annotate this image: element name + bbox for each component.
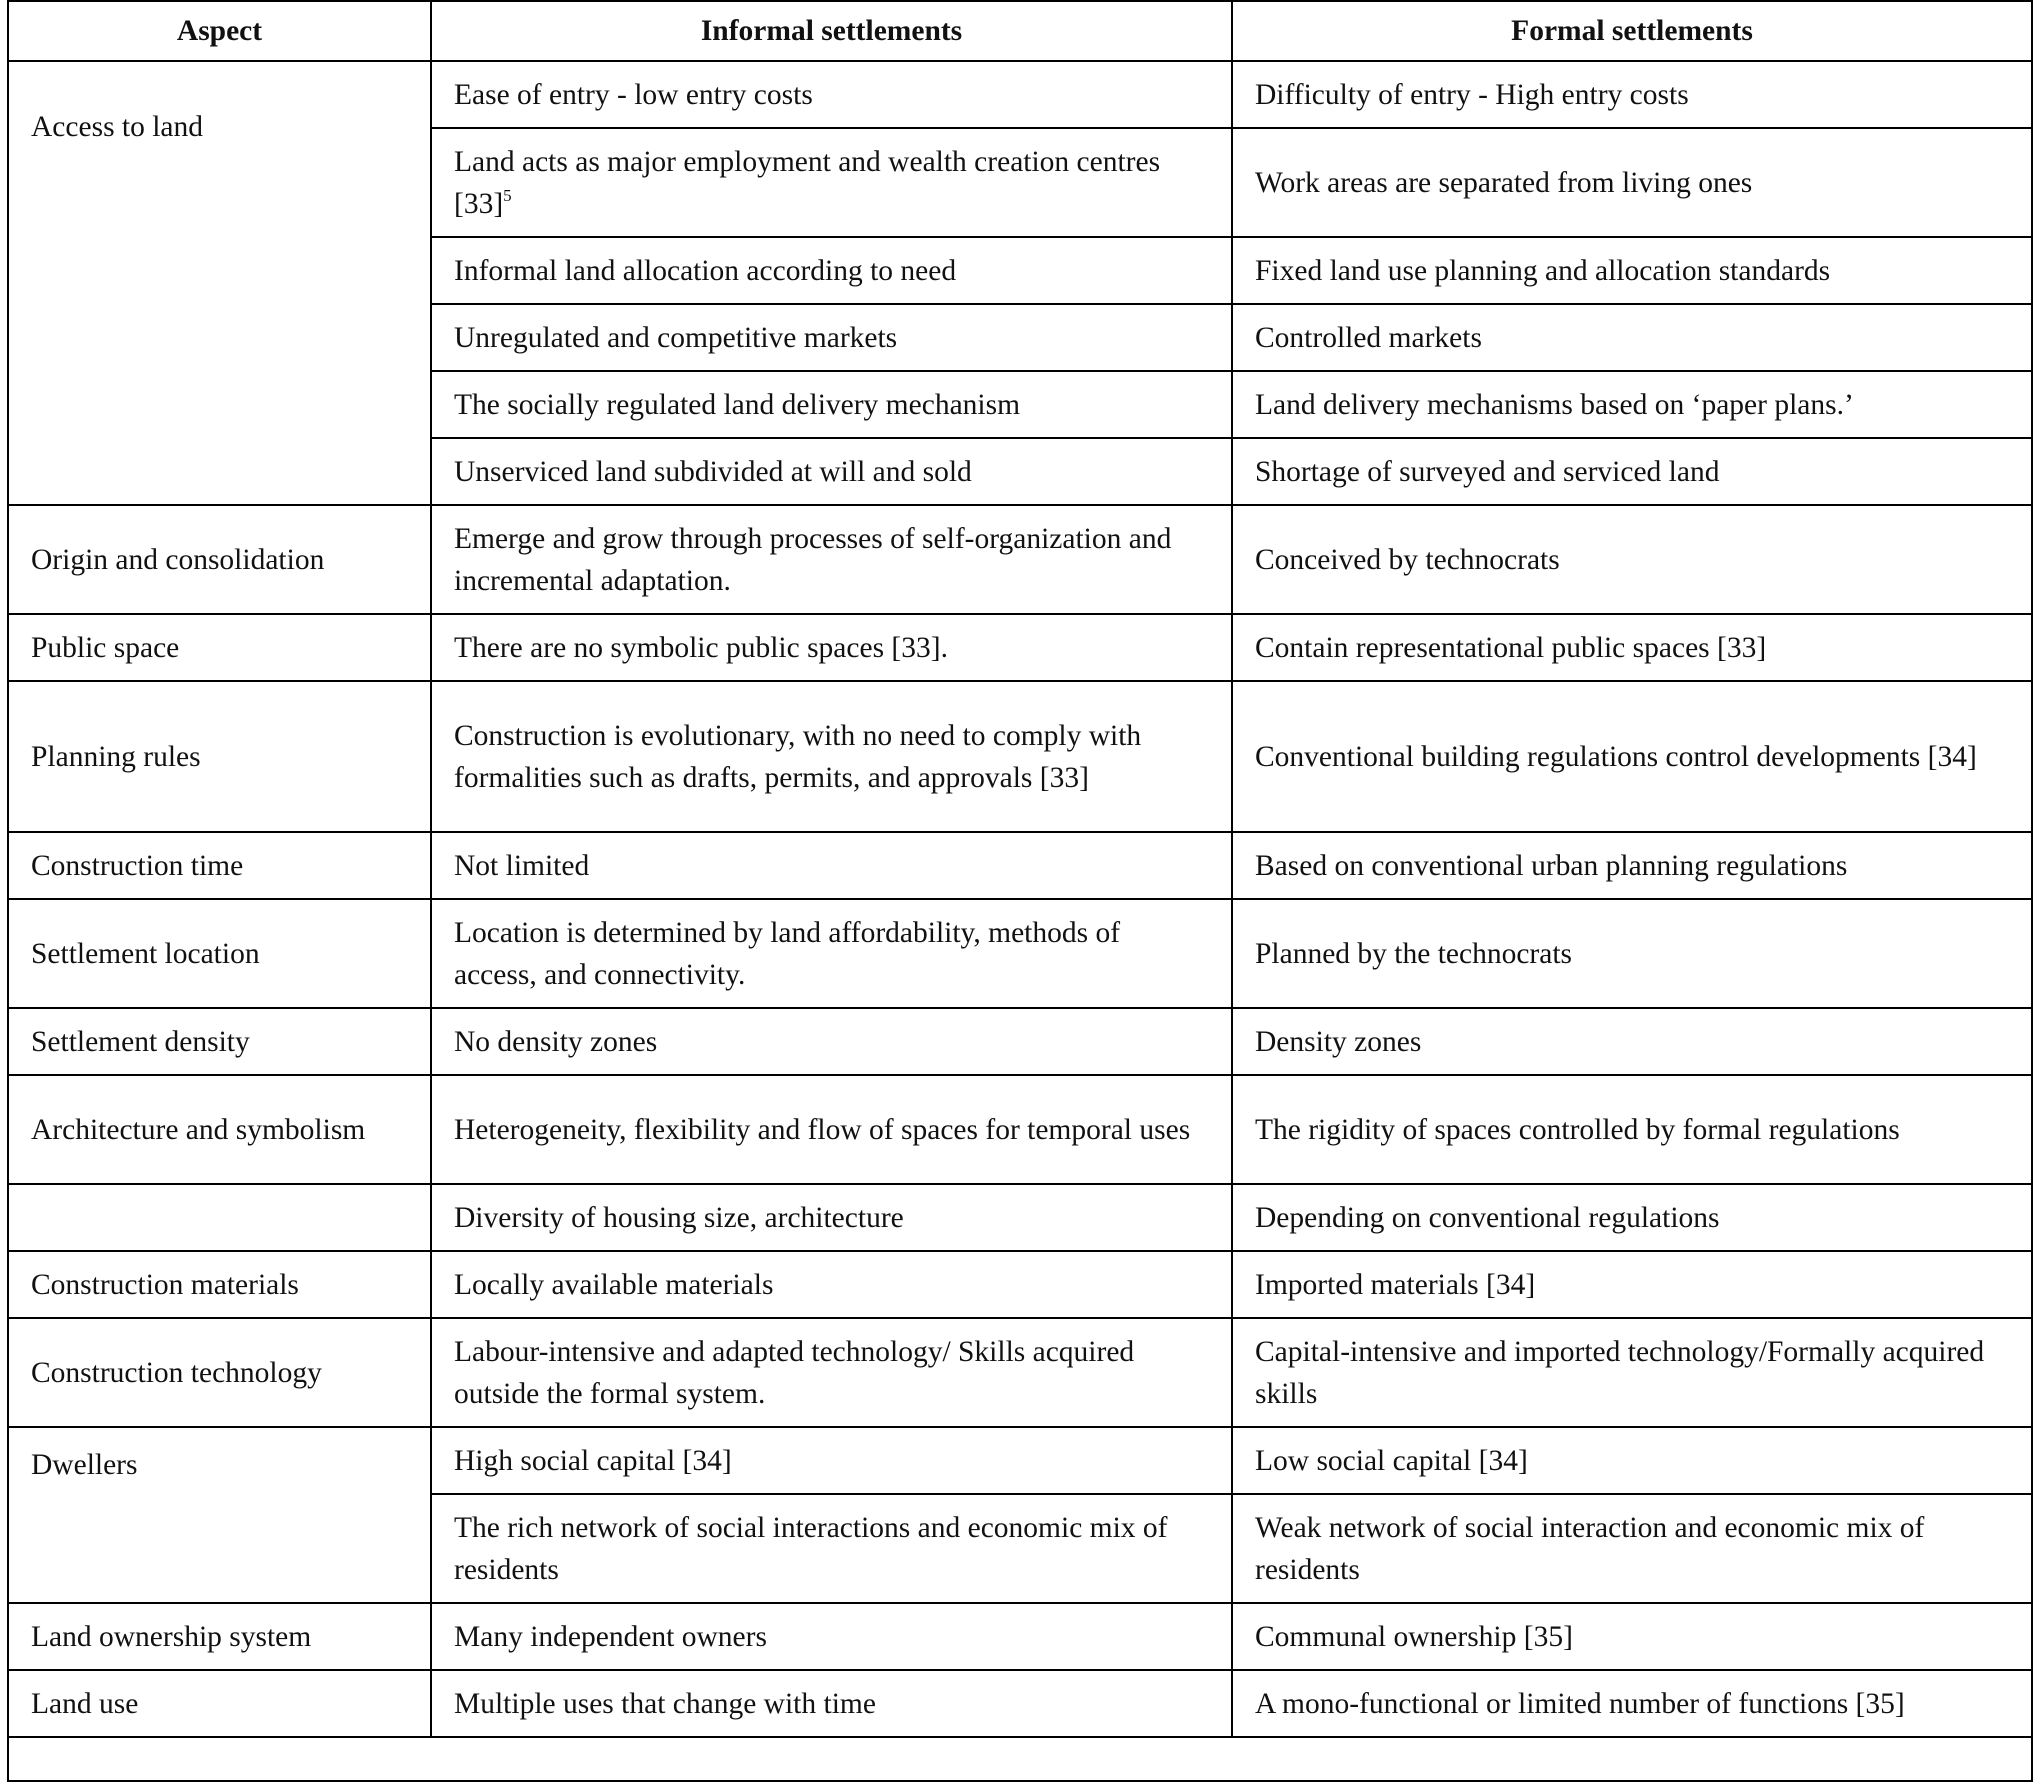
informal-cell-text: Land acts as major employment and wealth creation centres [33] <box>454 145 1161 220</box>
table-row <box>8 681 2032 832</box>
table-footer-cell <box>8 1737 2032 1781</box>
aspect-cell: Architecture and symbolism <box>8 1075 431 1184</box>
aspect-cell: Land ownership system <box>8 1603 431 1670</box>
aspect-cell: Construction time <box>8 832 431 899</box>
table-row <box>8 1251 2032 1318</box>
header-aspect: Aspect <box>8 1 431 61</box>
footnote-marker: 5 <box>503 185 512 205</box>
formal-cell: Land delivery mechanisms based on ‘paper plans.’ <box>1232 371 2032 438</box>
formal-cell: Fixed land use planning and allocation standards <box>1232 237 2032 304</box>
aspect-cell: Settlement location <box>8 899 431 1008</box>
informal-cell: Construction is evolutionary, with no need to comply with formalities such as drafts, permits, and approvals [33] <box>431 681 1232 832</box>
informal-cell: Unregulated and competitive markets <box>431 304 1232 371</box>
aspect-cell: Dwellers <box>8 1427 431 1603</box>
formal-cell: Work areas are separated from living ones <box>1232 128 2032 237</box>
header-informal: Informal settlements <box>431 1 1232 61</box>
formal-cell: Conceived by technocrats <box>1232 505 2032 614</box>
aspect-cell <box>8 1184 431 1251</box>
formal-cell: Difficulty of entry - High entry costs <box>1232 61 2032 128</box>
table-row <box>8 1008 2032 1075</box>
formal-cell: Contain representational public spaces [33] <box>1232 614 2032 681</box>
header-row <box>8 1 2032 61</box>
table-row <box>8 1427 2032 1494</box>
informal-cell: Multiple uses that change with time <box>431 1670 1232 1737</box>
informal-cell: Labour-intensive and adapted technology/ Skills acquired outside the formal system. <box>431 1318 1232 1427</box>
informal-cell: High social capital [34] <box>431 1427 1232 1494</box>
informal-cell: The rich network of social interactions and economic mix of residents <box>431 1494 1232 1603</box>
table-row <box>8 614 2032 681</box>
informal-cell: Many independent owners <box>431 1603 1232 1670</box>
informal-cell <box>431 128 1232 237</box>
formal-cell: Based on conventional urban planning regulations <box>1232 832 2032 899</box>
aspect-cell: Public space <box>8 614 431 681</box>
header-formal: Formal settlements <box>1232 1 2032 61</box>
informal-cell: Emerge and grow through processes of self-organization and incremental adaptation. <box>431 505 1232 614</box>
table-row <box>8 899 2032 1008</box>
formal-cell: Imported materials [34] <box>1232 1251 2032 1318</box>
formal-cell: Depending on conventional regulations <box>1232 1184 2032 1251</box>
aspect-cell: Land use <box>8 1670 431 1737</box>
informal-cell: Location is determined by land affordability, methods of access, and connectivity. <box>431 899 1232 1008</box>
formal-cell: Capital-intensive and imported technology/Formally acquired skills <box>1232 1318 2032 1427</box>
informal-cell: Unserviced land subdivided at will and sold <box>431 438 1232 505</box>
formal-cell: A mono-functional or limited number of functions [35] <box>1232 1670 2032 1737</box>
informal-cell: Locally available materials <box>431 1251 1232 1318</box>
aspect-cell: Construction technology <box>8 1318 431 1427</box>
formal-cell: The rigidity of spaces controlled by formal regulations <box>1232 1075 2032 1184</box>
comparison-table <box>7 0 2033 1782</box>
aspect-cell: Construction materials <box>8 1251 431 1318</box>
informal-cell: The socially regulated land delivery mechanism <box>431 371 1232 438</box>
table-row <box>8 505 2032 614</box>
formal-cell: Controlled markets <box>1232 304 2032 371</box>
aspect-cell: Origin and consolidation <box>8 505 431 614</box>
informal-cell: Informal land allocation according to need <box>431 237 1232 304</box>
table-row <box>8 1075 2032 1184</box>
table-row <box>8 1318 2032 1427</box>
formal-cell: Low social capital [34] <box>1232 1427 2032 1494</box>
table-row <box>8 1184 2032 1251</box>
table-row <box>8 61 2032 128</box>
table-footer-row <box>8 1737 2032 1781</box>
informal-cell: Not limited <box>431 832 1232 899</box>
formal-cell: Weak network of social interaction and economic mix of residents <box>1232 1494 2032 1603</box>
informal-cell: Heterogeneity, flexibility and flow of spaces for temporal uses <box>431 1075 1232 1184</box>
table-row <box>8 832 2032 899</box>
informal-cell: There are no symbolic public spaces [33]. <box>431 614 1232 681</box>
table-row <box>8 1603 2032 1670</box>
aspect-cell: Access to land <box>8 61 431 505</box>
informal-cell: Diversity of housing size, architecture <box>431 1184 1232 1251</box>
formal-cell: Communal ownership [35] <box>1232 1603 2032 1670</box>
aspect-cell: Planning rules <box>8 681 431 832</box>
informal-cell: Ease of entry - low entry costs <box>431 61 1232 128</box>
table-row <box>8 1670 2032 1737</box>
informal-cell: No density zones <box>431 1008 1232 1075</box>
aspect-cell: Settlement density <box>8 1008 431 1075</box>
formal-cell: Planned by the technocrats <box>1232 899 2032 1008</box>
formal-cell: Conventional building regulations control developments [34] <box>1232 681 2032 832</box>
formal-cell: Density zones <box>1232 1008 2032 1075</box>
formal-cell: Shortage of surveyed and serviced land <box>1232 438 2032 505</box>
